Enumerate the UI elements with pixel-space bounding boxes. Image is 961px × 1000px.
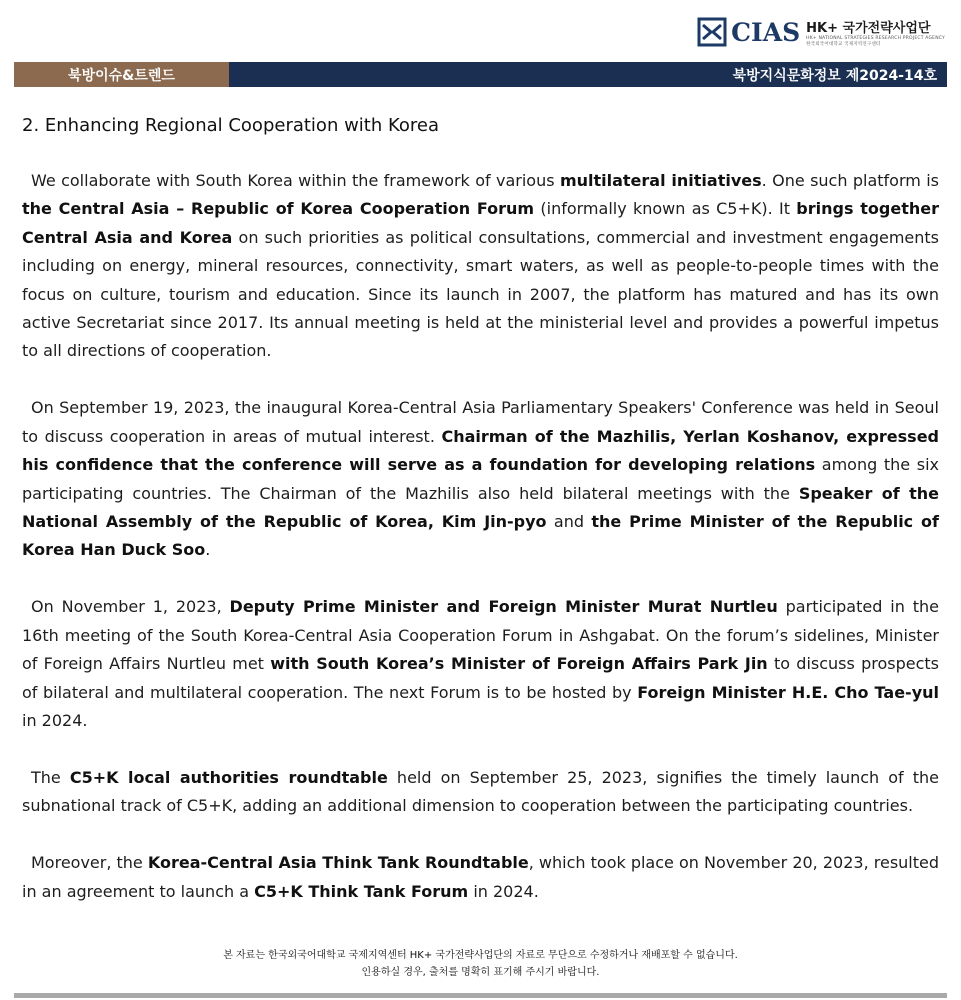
logo-text: CIAS — [731, 17, 801, 47]
bold-phrase: Foreign Minister H.E. Cho Tae-yul — [637, 682, 939, 702]
bold-phrase: with South Korea’s Minister of Foreign Affairs Park Jin — [270, 654, 768, 674]
text-run: , which took place on November 20, 2023, resulted in an agreement to launch a — [22, 853, 940, 901]
paragraph — [22, 849, 939, 906]
text-run: (informally known as C5+K). It — [534, 199, 797, 219]
text-run: in 2024. — [468, 881, 539, 901]
text-run: and — [546, 511, 592, 531]
bold-phrase: the Central Asia – Republic of Korea Cooperation Forum — [22, 199, 535, 219]
text-run: . — [205, 540, 211, 560]
text-run: The — [31, 767, 70, 787]
text-run: on such priorities as political consultations, commercial and investment engagements including on energy, mineral resources, connectivity, smart waters, as well as people-to-people times with the focus on culture, tourism and education. Since its launch in 2007, the platform has matured and has its own active Secretariat since 2017. Its annual meeting is held at the ministerial level and provides a powerful impetus to all directions of cooperation. — [22, 227, 940, 361]
copyright-notice — [0, 947, 961, 981]
issue-label: 북방지식문화정보 제2024-14호 — [229, 62, 947, 87]
paragraph — [22, 764, 939, 821]
section-heading: 2. Enhancing Regional Cooperation with Korea — [22, 115, 440, 136]
header-bar — [14, 62, 947, 87]
text-run: participated in the 16th meeting of the South Korea-Central Asia Cooperation Forum in Ashgabat. On the forum’s sidelines, Minister of Foreign Affairs Nurtleu met — [22, 597, 939, 674]
bold-phrase: brings together Central Asia and Korea — [22, 199, 939, 247]
cias-logo — [697, 14, 945, 50]
paragraph — [22, 394, 939, 564]
text-run: On November 1, 2023, — [31, 597, 230, 617]
paragraph — [22, 167, 939, 366]
text-run: On September 19, 2023, the inaugural Korea-Central Asia Parliamentary Speakers' Conference was held in Seoul to discuss cooperation in areas of mutual interest. — [22, 398, 939, 446]
text-run: to discuss prospects of bilateral and multilateral cooperation. The next Forum is to be hosted by — [22, 654, 940, 702]
text-run: held on September 25, 2023, signifies the timely launch of the subnational track of C5+K, adding an additional dimension to cooperation between the participating countries. — [22, 767, 940, 816]
agency-sub-kr: 한국외국어대학교 국제지역연구센터 — [806, 42, 881, 47]
text-run: . One such platform is — [761, 171, 939, 190]
section-label: 북방이슈&트렌드 — [14, 62, 229, 87]
paragraph — [22, 593, 939, 735]
cias-emblem-icon — [697, 17, 727, 47]
text-run: We collaborate with South Korea within the framework of various — [31, 171, 560, 190]
bold-phrase: Deputy Prime Minister and Foreign Minister Murat Nurtleu — [229, 597, 778, 617]
text-run: in 2024. — [22, 710, 88, 730]
bottom-divider — [14, 993, 947, 998]
bold-phrase: C5+K Think Tank Forum — [254, 881, 469, 901]
agency-sub-en: HK+ NATIONAL STRATEGIES RESEARCH PROJECT AGENCY — [806, 36, 945, 41]
bold-phrase: the Prime Minister of the Republic of Korea Han Duck Soo — [22, 511, 939, 560]
text-run: among the six participating countries. The Chairman of the Mazhilis also held bilateral meetings with the — [22, 455, 939, 503]
bold-phrase: Speaker of the National Assembly of the Republic of Korea, Kim Jin-pyo — [22, 483, 939, 531]
bold-phrase: Korea-Central Asia Think Tank Roundtable — [147, 853, 529, 873]
bold-phrase: Chairman of the Mazhilis, Yerlan Koshanov, expressed his confidence that the conference will serve as a foundation for developing relations — [22, 426, 939, 475]
citation-line: 인용하실 경우, 출처를 명확히 표기해 주시기 바랍니다. — [361, 967, 600, 978]
article-body — [22, 112, 939, 934]
bold-phrase: multilateral initiatives — [559, 171, 762, 190]
agency-block — [806, 17, 945, 47]
text-run: Moreover, the — [31, 853, 148, 873]
copyright-line: 본 자료는 한국외국어대학교 국제지역센터 HK+ 국가전략사업단의 자료로 무단으로 수정하거나 재배포할 수 없습니다. — [223, 950, 738, 961]
agency-name: HK+ 국가전략사업단 — [806, 21, 931, 36]
bold-phrase: C5+K local authorities roundtable — [69, 767, 388, 787]
